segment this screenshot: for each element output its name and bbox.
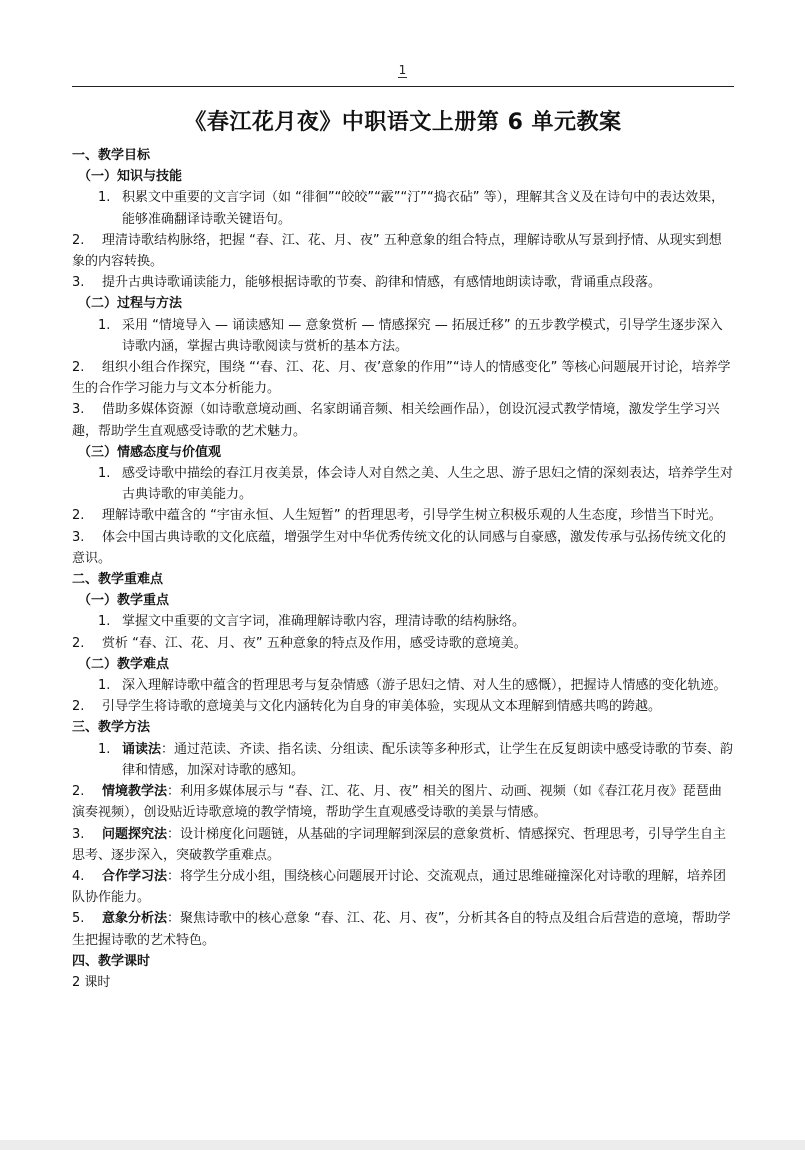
list-item: 1. 诵读法：通过范读、齐读、指名读、分组读、配乐读等多种形式，让学生在反复朗读中感受诗歌的节奏、韵律和情感，加深对诗歌的感知。 — [98, 741, 734, 778]
subsection-heading-knowledge: （一）知识与技能 — [78, 169, 183, 185]
header-rule — [72, 86, 734, 87]
list-item: 3. 借助多媒体资源（如诗歌意境动画、名家朗诵音频、相关绘画作品），创设沉浸式教学情境，激发学生学习兴趣，帮助学生直观感受诗歌的艺术魅力。 — [72, 402, 720, 439]
document-title: 《春江花月夜》中职语文上册第 6 单元教案 — [184, 110, 622, 135]
class-hours-text: 2 课时 — [72, 974, 111, 990]
list-item: 1. 掌握文中重要的文言字词，准确理解诗歌内容，理清诗歌的结构脉络。 — [98, 614, 526, 630]
page-bottom-gutter — [0, 1140, 805, 1150]
section-heading-hours: 四、教学课时 — [72, 953, 151, 969]
section-heading-methods: 三、教学方法 — [72, 720, 151, 736]
document-body — [72, 145, 734, 993]
subsection-heading-values: （三）情感态度与价值观 — [78, 444, 222, 460]
list-item: 4. 合作学习法：将学生分成小组，围绕核心问题展开讨论、交流观点，通过思维碰撞深化对诗歌的理解，培养团队协作能力。 — [72, 868, 727, 906]
list-item: 1. 感受诗歌中描绘的春江月夜美景，体会诗人对自然之美、人生之思、游子思妇之情的深刻表达，培养学生对古典诗歌的审美能力。 — [98, 466, 734, 503]
subsection-heading-difficulties: （二）教学难点 — [78, 656, 170, 672]
list-item: 3. 体会中国古典诗歌的文化底蕴，增强学生对中华优秀传统文化的认同感与自豪感，激发传承与弘扬传统文化的意识。 — [72, 529, 727, 566]
list-item: 3. 提升古典诗歌诵读能力，能够根据诗歌的节奏、韵律和情感，有感情地朗读诗歌，背诵重点段落。 — [72, 275, 662, 291]
section-heading-objectives: 一、教学目标 — [72, 148, 151, 163]
subsection-heading-process: （二）过程与方法 — [78, 296, 183, 312]
page-number: 1 — [398, 63, 407, 77]
list-item: 1. 积累文中重要的文言字词（如 “徘徊”“皎皎”“霰”“汀”“捣衣砧” 等），理解其含义及在诗句中的表达效果，能够准确翻译诗歌关键语句。 — [98, 190, 725, 227]
list-item: 2. 理解诗歌中蕴含的 “宇宙永恒、人生短暂” 的哲理思考，引导学生树立积极乐观的人生态度，珍惜当下时光。 — [72, 508, 722, 524]
list-item: 1. 深入理解诗歌中蕴含的哲理思考与复杂情感（游子思妇之情、对人生的感慨），把握诗人情感的变化轨迹。 — [98, 678, 727, 694]
list-item: 2. 引导学生将诗歌的意境美与文化内涵转化为自身的审美体验，实现从文本理解到情感共鸣的跨越。 — [72, 699, 662, 715]
section-heading-key-points: 二、教学重难点 — [72, 572, 164, 588]
list-item: 2. 赏析 “春、江、花、月、夜” 五种意象的特点及作用，感受诗歌的意境美。 — [72, 635, 527, 651]
list-item: 2. 组织小组合作探究，围绕 “‘春、江、花、月、夜’意象的作用”“诗人的情感变化” 等核心问题展开讨论，培养学生的合作学习能力与文本分析能力。 — [72, 360, 731, 397]
list-item: 5. 意象分析法：聚焦诗歌中的核心意象 “春、江、花、月、夜”，分析其各自的特点及组合后营造的意境，帮助学生把握诗歌的艺术特色。 — [72, 911, 731, 948]
list-item: 2. 情境教学法：利用多媒体展示与 “春、江、花、月、夜” 相关的图片、动画、视频（如《春江花月夜》琵琶曲演奏视频），创设贴近诗歌意境的教学情境，帮助学生直观感受诗歌的美景与情感。 — [72, 784, 722, 821]
list-item: 1. 采用 “情境导入 — 诵读感知 — 意象赏析 — 情感探究 — 拓展迁移” 的五步教学模式，引导学生逐步深入诗歌内涵，掌握古典诗歌阅读与赏析的基本方法。 — [98, 317, 723, 354]
list-item: 3. 问题探究法：设计梯度化问题链，从基础的字词理解到深层的意象赏析、情感探究、哲理思考，引导学生自主思考、逐步深入，突破教学重难点。 — [72, 826, 727, 863]
subsection-heading-focus: （一）教学重点 — [78, 593, 170, 609]
list-item: 2. 理清诗歌结构脉络，把握 “春、江、花、月、夜” 五种意象的组合特点，理解诗歌从写景到抒情、从现实到想象的内容转换。 — [72, 232, 722, 270]
